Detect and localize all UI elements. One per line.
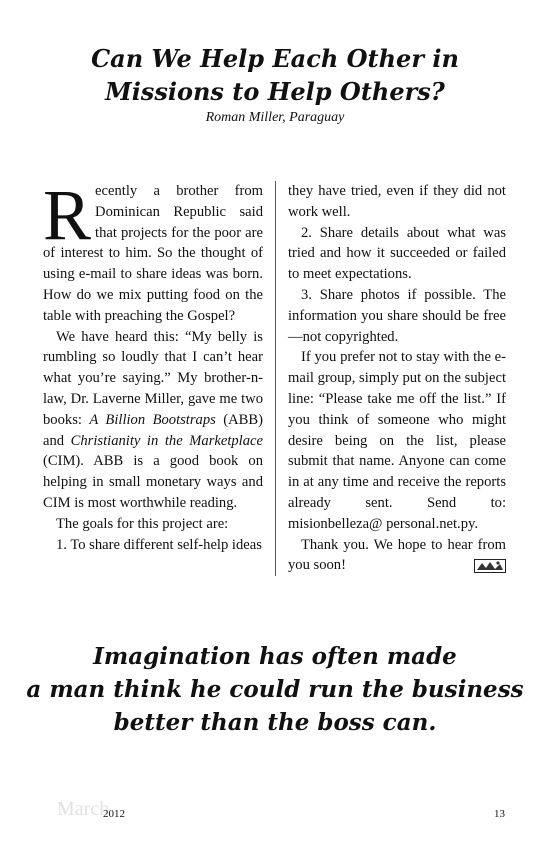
paragraph-text: (ABB) and	[43, 411, 263, 449]
paragraph	[43, 327, 263, 514]
paragraph-text: (CIM). ABB is a good book on helping in small monetary ways and CIM is most worthwhile reading.	[43, 453, 263, 511]
article-title	[0, 42, 550, 108]
list-item: 2. Share details about what was tried and how it succeeded or failed to meet expectations.	[288, 224, 506, 283]
left-column	[43, 175, 263, 555]
paragraph-text: ecently a brother from Dominican Republic said that projects for the poor are of interest to him. So the thought of using e-mail to share ideas was born. How do we mix putting food on the table with preaching the Gospel?	[43, 183, 263, 324]
paragraph-text: Thank you. We hope to hear from you soon!	[288, 536, 506, 574]
paragraph	[43, 175, 263, 327]
right-column	[288, 181, 506, 576]
paragraph: they have tried, even if they did not work well.	[288, 183, 506, 220]
end-mark-icon	[474, 559, 506, 573]
paragraph	[288, 535, 506, 577]
list-item: 3. Share photos if possible. The information you share should be free—not copyrighted.	[288, 286, 506, 345]
quote-line-3: better than the boss can.	[113, 709, 437, 736]
book-title: A Billion Bootstraps	[89, 411, 216, 428]
article-author: Roman Miller, Paraguay	[205, 110, 345, 125]
page-number: 13	[494, 808, 505, 820]
drop-cap: R	[43, 175, 92, 255]
paragraph: If you prefer not to stay with the e-mail group, simply put on the subject line: “Please take me off the list.” If you think of someone who might desire being on the list, please submit that name. Anyone can come in at any time and receive the reports already sent. Send to: misionbelleza@ personal.net.py.	[288, 349, 506, 532]
book-title: Christianity in the Marketplace	[70, 432, 263, 449]
title-line-2: Missions to Help Others?	[105, 77, 445, 106]
footer-month: March	[57, 798, 110, 820]
column-divider	[275, 181, 276, 576]
pull-quote	[0, 640, 550, 739]
title-line-1: Can We Help Each Other in	[91, 44, 459, 73]
paragraph-text: We have heard this: “My belly is rumbling so loudly that I can’t hear what you’re saying.” My brother-n-law, Dr. Laverne Miller, gave me two books:	[43, 328, 263, 428]
quote-line-2: a man think he could run the business	[26, 676, 524, 703]
list-item: 1. To share different self-help ideas	[56, 536, 262, 553]
paragraph: The goals for this project are:	[56, 515, 229, 532]
footer-year: 2012	[103, 808, 125, 820]
quote-line-1: Imagination has often made	[93, 643, 457, 670]
